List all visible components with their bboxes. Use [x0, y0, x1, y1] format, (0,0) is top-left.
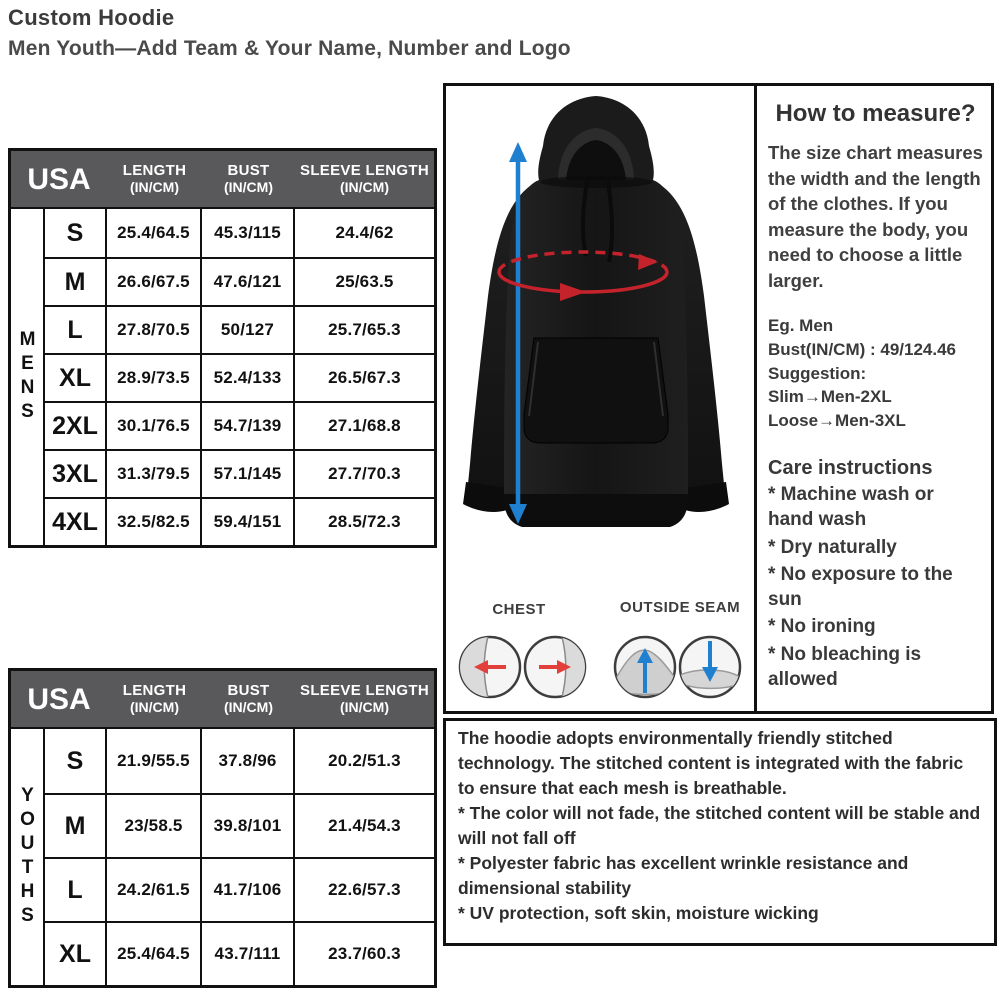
- header-length: LENGTH (IN/CM): [122, 162, 187, 195]
- measure-circle-seam-1: [614, 637, 677, 697]
- mens-row-3xl-bust: 57.1/145: [200, 449, 293, 497]
- mens-row-m-size: M: [43, 257, 105, 305]
- mens-row-2xl-sleeve: 27.1/68.8: [293, 401, 434, 449]
- youths-row-xl-sleeve: 23.7/60.3: [293, 921, 434, 985]
- mens-row-l-bust: 50/127: [200, 305, 293, 353]
- hoodie-pocket: [524, 338, 668, 443]
- youths-table-header: [11, 671, 434, 729]
- hoodie-panel: [443, 83, 757, 714]
- youths-row-s-sleeve: 20.2/51.3: [293, 729, 434, 793]
- mens-row-m-length: 26.6/67.5: [105, 257, 200, 305]
- mens-row-3xl-sleeve: 27.7/70.3: [293, 449, 434, 497]
- mens-row-3xl-size: 3XL: [43, 449, 105, 497]
- features-panel: [443, 718, 997, 946]
- header-length: LENGTH (IN/CM): [122, 682, 187, 715]
- how-to-measure-heading: How to measure?: [775, 100, 976, 127]
- mens-row-4xl-bust: 59.4/151: [200, 497, 293, 545]
- header-bust: BUST (IN/CM): [224, 162, 273, 195]
- mens-row-4xl-sleeve: 28.5/72.3: [293, 497, 434, 545]
- eg-line: Suggestion:: [768, 363, 867, 383]
- measure-circle-chest-1: [454, 636, 520, 698]
- feature-line: * Polyester fabric has excellent wrinkle resistance and dimensional stability: [458, 853, 909, 899]
- youths-table-body: [11, 729, 434, 985]
- youths-row-l-size: L: [43, 857, 105, 921]
- mens-row-s-length: 25.4/64.5: [105, 209, 200, 257]
- mens-table-body: [11, 209, 434, 545]
- measure-intro-text: The size chart measures the width and the length of the clothes. If you measure the body, you need to choose a little larger.: [768, 142, 983, 291]
- care-item: * No ironing: [768, 616, 876, 638]
- youths-row-m-length: 23/58.5: [105, 793, 200, 857]
- mens-row-l-size: L: [43, 305, 105, 353]
- header-sleeve-length: SLEEVE LENGTH (IN/CM): [300, 162, 429, 195]
- care-item: * Machine wash or hand wash: [768, 484, 934, 531]
- measure-circle-seam-2: [680, 637, 740, 697]
- feature-line: The hoodie adopts environmentally friendly stitched technology. The stitched content is integrated with the fabric to ensure that each mesh is breathable.: [458, 728, 964, 799]
- mens-row-l-sleeve: 25.7/65.3: [293, 305, 434, 353]
- page-title: Custom Hoodie: [8, 5, 175, 30]
- mens-row-4xl-length: 32.5/82.5: [105, 497, 200, 545]
- feature-line: * UV protection, soft skin, moisture wicking: [458, 903, 819, 924]
- youths-row-m-size: M: [43, 793, 105, 857]
- care-item: * Dry naturally: [768, 536, 897, 558]
- header-bust: BUST (IN/CM): [224, 682, 273, 715]
- eg-line: Bust(IN/CM) : 49/124.46: [768, 339, 956, 359]
- youths-row-m-sleeve: 21.4/54.3: [293, 793, 434, 857]
- youths-row-xl-length: 25.4/64.5: [105, 921, 200, 985]
- youths-row-s-length: 21.9/55.5: [105, 729, 200, 793]
- outside-seam-label: OUTSIDE SEAM: [619, 599, 741, 616]
- measure-circle-chest-2: [525, 637, 591, 697]
- youths-row-m-bust: 39.8/101: [200, 793, 293, 857]
- mens-row-s-bust: 45.3/115: [200, 209, 293, 257]
- size-suggestion-block: [768, 314, 983, 433]
- chest-label: CHEST: [492, 601, 546, 618]
- mens-row-m-bust: 47.6/121: [200, 257, 293, 305]
- care-item: * No exposure to the sun: [768, 563, 953, 611]
- youths-row-xl-size: XL: [43, 921, 105, 985]
- how-to-measure-panel: [757, 83, 994, 714]
- header-sleeve-length: SLEEVE LENGTH (IN/CM): [300, 682, 429, 715]
- page-subtitle: Men Youth—Add Team & Your Name, Number and Logo: [8, 37, 571, 60]
- mens-row-xl-size: XL: [43, 353, 105, 401]
- eg-line: Eg. Men: [768, 316, 834, 336]
- youths-row-l-bust: 41.7/106: [200, 857, 293, 921]
- mens-size-table: [8, 148, 437, 548]
- youths-row-xl-bust: 43.7/111: [200, 921, 293, 985]
- eg-line: Slim→Men-2XL: [768, 387, 892, 407]
- mens-row-s-sleeve: 24.4/62: [293, 209, 434, 257]
- header-usa: USA: [27, 682, 91, 716]
- youths-group-label: YOUTHS: [17, 785, 38, 929]
- mens-row-xl-sleeve: 26.5/67.3: [293, 353, 434, 401]
- youths-size-table: [8, 668, 437, 988]
- youths-row-l-sleeve: 22.6/57.3: [293, 857, 434, 921]
- youths-row-l-length: 24.2/61.5: [105, 857, 200, 921]
- mens-row-xl-bust: 52.4/133: [200, 353, 293, 401]
- hoodie-hood: [538, 96, 654, 188]
- youths-row-s-size: S: [43, 729, 105, 793]
- mens-row-4xl-size: 4XL: [43, 497, 105, 545]
- mens-row-xl-length: 28.9/73.5: [105, 353, 200, 401]
- mens-row-m-sleeve: 25/63.5: [293, 257, 434, 305]
- mens-row-2xl-size: 2XL: [43, 401, 105, 449]
- header-usa: USA: [27, 162, 91, 196]
- mens-row-2xl-length: 30.1/76.5: [105, 401, 200, 449]
- feature-line: * The color will not fade, the stitched content will be stable and will not fall off: [458, 803, 981, 849]
- mens-row-s-size: S: [43, 209, 105, 257]
- eg-line: Loose→Men-3XL: [768, 411, 906, 431]
- care-instructions-heading: Care instructions: [768, 457, 933, 480]
- mens-row-3xl-length: 31.3/79.5: [105, 449, 200, 497]
- care-item: * No bleaching is allowed: [768, 643, 922, 690]
- mens-row-l-length: 27.8/70.5: [105, 305, 200, 353]
- mens-row-2xl-bust: 54.7/139: [200, 401, 293, 449]
- youths-row-s-bust: 37.8/96: [200, 729, 293, 793]
- mens-table-header: [11, 151, 434, 209]
- mens-group-label: MENS: [17, 329, 38, 425]
